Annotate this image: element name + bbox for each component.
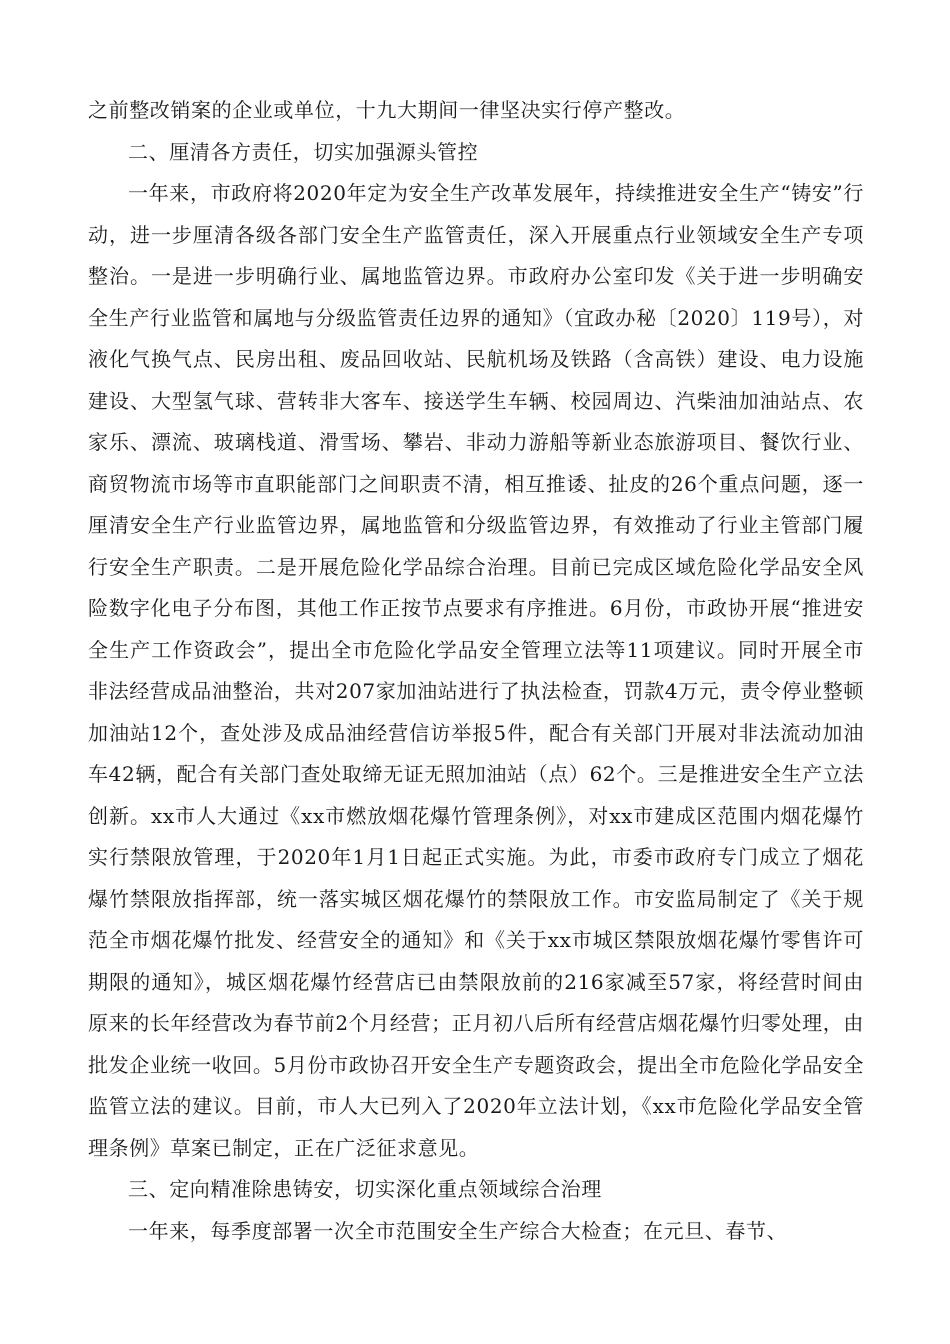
section-heading-3: 三、定向精准除患铸安，切实深化重点领域综合治理: [128, 1177, 602, 1201]
paragraph-continuation: 之前整改销案的企业或单位，十九大期间一律坚决实行停产整改。: [88, 98, 686, 122]
paragraph-section-2-body: 一年来，市政府将2020年定为安全生产改革发展年，持续推进安全生产“铸安”行动，进一步厘清各级各部门安全生产监管责任，深入开展重点行业领域安全生产专项整治。一是进一步明确行业、属地监管边界。市政府办公室印发《关于进一步明确安全生产行业监管和属地与分级监管责任边界的通知》（宜政办秘〔2020〕119号），对液化气换气点、民房出租、废品回收站、民航机场及铁路（含高铁）建设、电力设施建设、大型氢气球、营转非大客车、接送学生车辆、校园周边、汽柴油加油站点、农家乐、漂流、玻璃栈道、滑雪场、攀岩、非动力游船等新业态旅游项目、餐饮行业、商贸物流市场等市直职能部门之间职责不清，相互推诿、扯皮的26个重点问题，逐一厘清安全生产行业监管边界，属地监管和分级监管边界，有效推动了行业主管部门履行安全生产职责。二是开展危险化学品综合治理。目前已完成区域危险化学品安全风险数字化电子分布图，其他工作正按节点要求有序推进。6月份，市政协开展“推进安全生产工作资政会”，提出全市危险化学品安全管理立法等11项建议。同时开展全市非法经营成品油整治，共对207家加油站进行了执法检查，罚款4万元，责令停业整顿加油站12个，查处涉及成品油经营信访举报5件，配合有关部门开展对非法流动加油车42辆，配合有关部门查处取缔无证无照加油站（点）62个。三是推进安全生产立法创新。xx市人大通过《xx市燃放烟花爆竹管理条例》，对xx市建成区范围内烟花爆竹实行禁限放管理，于2020年1月1日起正式实施。为此，市委市政府专门成立了烟花爆竹禁限放指挥部，统一落实城区烟花爆竹的禁限放工作。市安监局制定了《关于规范全市烟花爆竹批发、经营安全的通知》和《关于xx市城区禁限放烟花爆竹零售许可期限的通知》，城区烟花爆竹经营店已由禁限放前的216家减至57家，将经营时间由原来的长年经营改为春节前2个月经营；正月初八后所有经营店烟花爆竹归零处理，由批发企业统一收回。5月份市政协召开安全生产专题资政会，提出全市危险化学品安全监管立法的建议。目前，市人大已列入了2020年立法计划，《xx市危险化学品安全管理条例》草案已制定，正在广泛征求意见。: [88, 181, 864, 1160]
document-body: [88, 90, 864, 1252]
paragraph-section-3-body: 一年来，每季度部署一次全市范围安全生产综合大检查；在元旦、春节、: [128, 1218, 788, 1243]
section-heading-2: 二、厘清各方责任，切实加强源头管控: [128, 139, 479, 164]
